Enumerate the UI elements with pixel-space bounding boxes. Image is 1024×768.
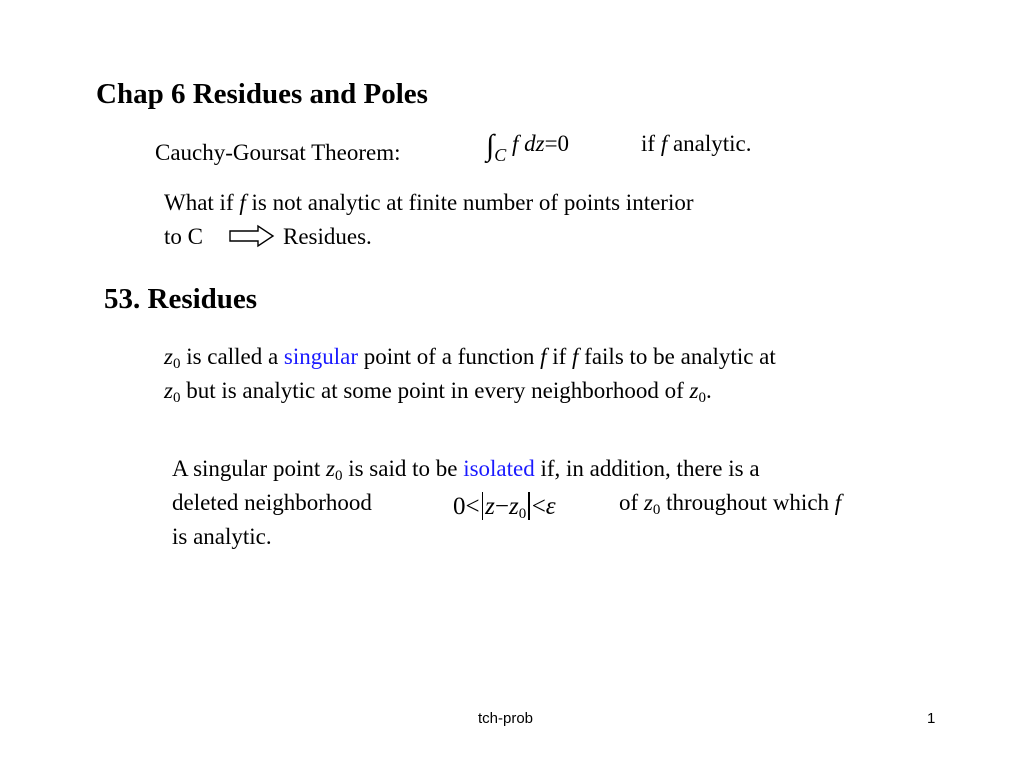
- d1-f1: f: [540, 344, 547, 369]
- m-z: z: [485, 493, 495, 520]
- d1-t4: fails to be analytic at: [578, 344, 776, 369]
- question-line-1: [164, 186, 694, 220]
- d1-l2-sub: 0: [172, 390, 181, 406]
- definition-isolated-line-1: [172, 452, 760, 486]
- cond-if: if: [641, 131, 661, 156]
- slide-title: Chap 6 Residues and Poles: [96, 78, 428, 110]
- q-text-b: is not analytic at finite number of points interior: [245, 190, 694, 215]
- isolated-term: isolated: [463, 456, 535, 481]
- definition-isolated-line-2a: deleted neighborhood: [172, 490, 372, 515]
- d1-t3: if: [546, 344, 573, 369]
- cond-rest: analytic.: [667, 131, 752, 156]
- d1-t2: point of a function: [358, 344, 541, 369]
- q-text-a: What if: [164, 190, 240, 215]
- integral-subscript: C: [494, 145, 507, 165]
- m-z0-sub: 0: [518, 506, 527, 522]
- abs-bar-right: [528, 492, 530, 520]
- m-zero: 0: [453, 493, 466, 520]
- deleted-neighborhood-formula: [453, 490, 556, 524]
- d1-l2-z: z: [164, 378, 173, 403]
- definition-singular-line-1: [164, 340, 776, 374]
- definition-singular-line-2: [164, 374, 712, 408]
- d1-sub: 0: [172, 356, 181, 372]
- singular-term: singular: [283, 344, 359, 369]
- formula-dz: dz: [524, 131, 545, 156]
- cond-f: f: [660, 131, 668, 156]
- integral-sign: ∫: [486, 129, 495, 162]
- d2-t3: if, in addition, there is a: [534, 456, 760, 481]
- m-lt1: <: [465, 493, 480, 520]
- abs-bar-left: [482, 492, 484, 520]
- residues-word: Residues.: [283, 224, 372, 249]
- definition-isolated-line-2b: [619, 486, 841, 520]
- d2-t2: is said to be: [342, 456, 464, 481]
- d2-l2-t3: throughout which: [660, 490, 835, 515]
- m-z0: z: [508, 493, 519, 520]
- d2-l2-sub: 0: [652, 502, 661, 518]
- footer-center: tch-prob: [478, 710, 534, 727]
- d1-l2-t2: .: [706, 378, 712, 403]
- d2-l2-t2: of: [619, 490, 644, 515]
- d1-t1: is called a: [180, 344, 284, 369]
- d1-z: z: [164, 344, 173, 369]
- q-f: f: [239, 190, 246, 215]
- d1-l2-t1: but is analytic at some point in every neighborhood of: [180, 378, 690, 403]
- d2-sub: 0: [334, 468, 343, 484]
- definition-isolated-line-3: is analytic.: [172, 524, 272, 549]
- q-to-c: to C: [164, 224, 203, 249]
- m-lt2: <: [531, 493, 546, 520]
- formula-f: f: [511, 131, 519, 156]
- m-minus: −: [494, 493, 509, 520]
- d2-z: z: [325, 456, 335, 481]
- d1-l2-sub2: 0: [698, 390, 706, 406]
- m-epsilon: ε: [545, 493, 556, 520]
- d2-t1: A singular point: [172, 456, 326, 481]
- question-line-2: [164, 220, 203, 254]
- formula-rhs: =0: [544, 131, 570, 156]
- d1-f2: f: [572, 344, 579, 369]
- cauchy-formula: [486, 124, 569, 175]
- page-number: 1: [927, 710, 936, 727]
- section-heading: 53. Residues: [104, 283, 258, 315]
- d2-l2-f: f: [834, 490, 842, 515]
- cauchy-condition: [641, 127, 752, 161]
- d1-l2-z2: z: [689, 378, 699, 403]
- cauchy-label: Cauchy-Goursat Theorem:: [155, 140, 401, 165]
- implies-arrow-icon: [228, 224, 276, 248]
- d2-l2-z: z: [643, 490, 653, 515]
